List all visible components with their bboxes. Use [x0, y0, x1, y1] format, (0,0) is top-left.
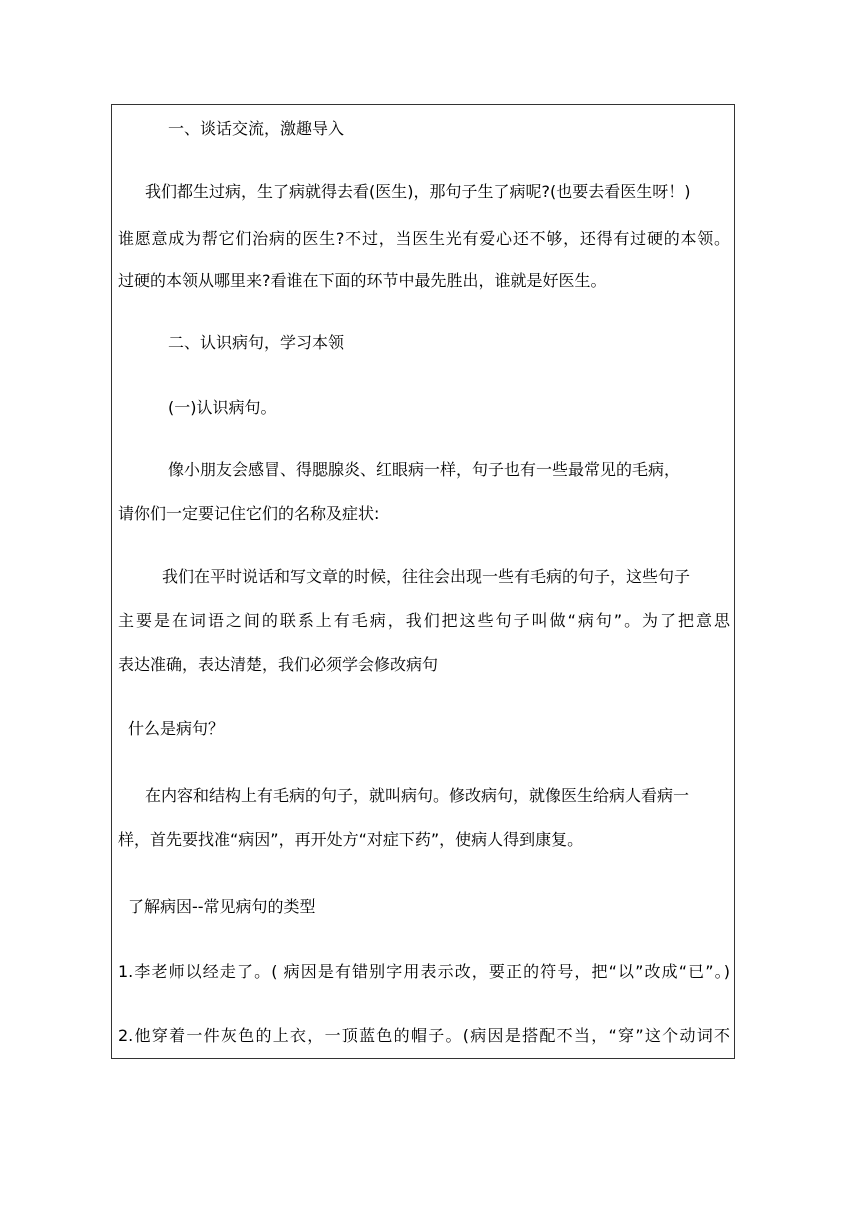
paragraph-line: 像小朋友会感冒、得腮腺炎、红眼病一样，句子也有一些最常见的毛病，: [168, 460, 681, 479]
section-heading-2: 二、认识病句，学习本领: [168, 333, 345, 352]
paragraph-line: 样，首先要找准“病因”，再开处方“对症下药”，使病人得到康复。: [118, 830, 584, 849]
paragraph-line: 在内容和结构上有毛病的句子，就叫病句。修改病句，就像医生给病人看病一: [145, 786, 690, 805]
section-heading-1: 一、谈话交流，激趣导入: [168, 119, 345, 138]
paragraph-line: 谁愿意成为帮它们治病的医生?不过，当医生光有爱心还不够，还得有过硬的本领。: [118, 229, 730, 248]
paragraph-line: 过硬的本领从哪里来?看谁在下面的环节中最先胜出，谁就是好医生。: [118, 271, 607, 290]
paragraph-line: 我们在平时说话和写文章的时候，往往会出现一些有毛病的句子，这些句子: [162, 567, 691, 586]
paragraph-line: 我们都生过病，生了病就得去看(医生)，那句子生了病呢?(也要去看医生呀！): [145, 182, 691, 201]
example-item: 1.李老师以经走了。( 病因是有错别字用表示改，要正的符号，把“以”改成“已”。): [118, 962, 730, 981]
paragraph-line: 主要是在词语之间的联系上有毛病，我们把这些句子叫做“病句”。为了把意思: [118, 611, 730, 630]
paragraph-line: 请你们一定要记住它们的名称及症状:: [118, 504, 380, 523]
example-item: 2.他穿着一件灰色的上衣，一顶蓝色的帽子。(病因是搭配不当，“穿”这个动词不: [118, 1026, 730, 1045]
subsection-heading: (一)认识病句。: [168, 398, 277, 417]
paragraph-line: 表达准确，表达清楚，我们必须学会修改病句: [118, 655, 439, 674]
question-heading: 什么是病句？: [128, 719, 225, 738]
subsection-heading: 了解病因--常见病句的类型: [128, 897, 316, 916]
